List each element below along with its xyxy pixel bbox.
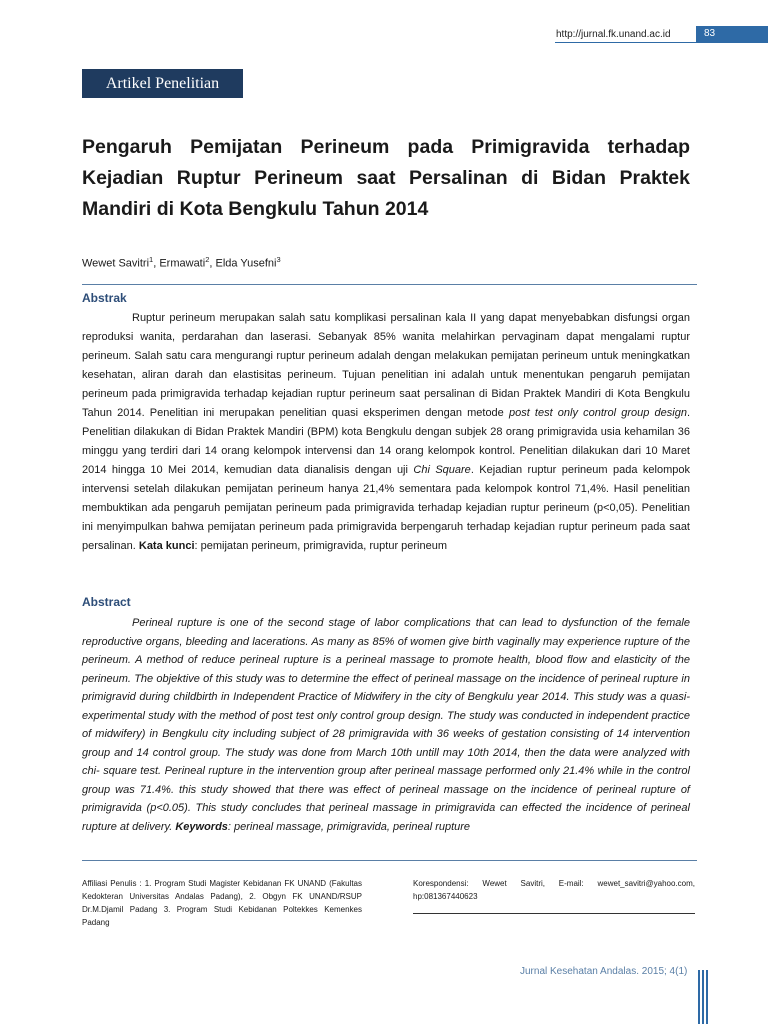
abstrak-keywords: : pemijatan perineum, primigravida, ruptur perineum	[194, 540, 448, 552]
abstrak-test-italic: Chi Square	[413, 464, 471, 476]
abstrak-heading: Abstrak	[82, 291, 127, 305]
decorative-bar	[706, 970, 708, 1024]
abstrak-text: . Penelitian dilakukan di Bidan Praktek Mandiri (BPM) kota Bengkulu dengan subjek 28 orang primigravida usia kehamilan 36 minggu yang terdiri dari 14 orang kelompok intervensi dan 14 orang kelompok kontrol. Penelitian dilakukan dari 10 Maret 2014 hingga 10 Mei 2014, kemudian data dianalisis dengan uji	[82, 407, 691, 476]
author-affiliation-mark: 3	[276, 255, 281, 264]
correspondence-note: Korespondensi: Wewet Savitri, E-mail: wewet_savitri@yahoo.com, hp:081367440623	[413, 879, 695, 901]
abstract-heading: Abstract	[82, 595, 131, 609]
author-list: Wewet Savitri$^1$, Ermawati$^2$, Elda Yusefni$^3$	[82, 255, 281, 270]
author-name: Wewet Savitri	[82, 257, 150, 270]
abstrak-text: Ruptur perineum merupakan salah satu komplikasi persalinan kala II yang dapat menyebabkan disfungsi organ reproduksi wanita, perdarahan dan laserasi. Sebanyak 85% wanita melahirkan pervaginam dapat mengalami ruptur perineum. Salah satu cara mengurangi ruptur perineum adalah dengan melakukan pemijatan perineum untuk meningkatkan kesehatan, aliran darah dan elastisitas perineum. Tujuan penelitian ini adalah untuk menentukan pengaruh pemijatan perineum pada primigravida terhadap kejadian ruptur perineum saat persalinan di Bidan Praktek Mandiri di Kota Bengkulu Tahun 2014. Penelitian ini merupakan penelitian quasi eksperimen dengan metode	[82, 312, 690, 419]
section-divider	[82, 284, 697, 285]
section-divider	[82, 860, 697, 861]
author-affiliation-mark: 1	[149, 255, 154, 264]
author-name: Ermawati	[159, 257, 206, 270]
correspondence-divider	[413, 913, 695, 914]
journal-url[interactable]: http://jurnal.fk.unand.ac.id	[556, 29, 671, 40]
abstract-body	[82, 614, 690, 836]
decorative-bar	[702, 970, 704, 1024]
page-number: 83	[704, 28, 716, 39]
abstrak-body	[82, 309, 690, 556]
abstrak-keywords-label: Kata kunci	[138, 540, 195, 552]
header-divider	[555, 42, 768, 43]
abstract-text: Perineal rupture is one of the second stage of labor complications that can lead to dysfunction of the female reproductive organs, bleeding and lacerations. As many as 85% of women give birth vaginally may experience rupture of the perineum. A method of reduce perineal rupture is a perineal massage to promote health, blood flow and elasticity of the perineum. The objektive of this study was to determine the effect of perineal massage on the incidence of perineal rupture in primigravid during childbirth in Independent Practice of Midwifery in the city of Bengkulu year 2014. This study was a quasi-experimental study with the method of post test only control group design. The study was conducted in independent practice of midwifery) in Bengkulu city including subject of 28 primigravida with 36 weeks of gestation consisting of 14 intervention group and 14 control group. The study was done from March 10th untill may 10th 2014, then the data were analyzed with chi- square test. Perineal rupture in the intervention group after perineal massage performed only 21.4% while in the control group was 71.4%. this study showed that there was effect of perineal massage on the incidence of perineal rupture of primigravida (p<0.05). This study concludes that perineal massage in primigravida can effected the incidence of perineal rupture at delivery.	[82, 617, 690, 833]
article-title: Pengaruh Pemijatan Perineum pada Primigravida terhadap Kejadian Ruptur Perineum saat Persalinan di Bidan Praktek Mandiri di Kota Bengkulu Tahun 2014	[82, 136, 690, 220]
author-affiliation-mark: 2	[205, 255, 210, 264]
abstrak-method-italic: post test only control group design	[508, 407, 687, 419]
abstrak-text: . Kejadian ruptur perineum pada kelompok intervensi setelah dilakukan pemijatan perineum hanya 21,4% sementara pada kelompok kontrol 71,4%. Hasil penelitian membuktikan ada pengaruh pemijatan perineum pada primigravida terhadap kejadian ruptur perineum (p<0,05). Penelitian ini menyimpulkan bahwa pemijatan perineum pada primigravida berpengaruh terhadap kejadian ruptur perineum pada saat persalinan.	[82, 464, 690, 552]
author-affiliation-note: Affiliasi Penulis : 1. Program Studi Magister Kebidanan FK UNAND (Fakultas Kedokteran Universitas Andalas Padang), 2. Obgyn FK UNAND/RSUP Dr.M.Djamil Padang 3. Program Studi Kebidanan Poltekkes Kemenkes Padang	[82, 879, 362, 927]
decorative-bar	[698, 970, 700, 1024]
abstract-keywords-label: Keywords	[175, 820, 228, 833]
article-category-label: Artikel Penelitian	[82, 69, 243, 98]
abstract-keywords: : perineal massage, primigravida, perineal rupture	[227, 820, 471, 833]
journal-citation: Jurnal Kesehatan Andalas. 2015; 4(1)	[520, 966, 688, 977]
author-name: Elda Yusefni	[215, 257, 277, 270]
